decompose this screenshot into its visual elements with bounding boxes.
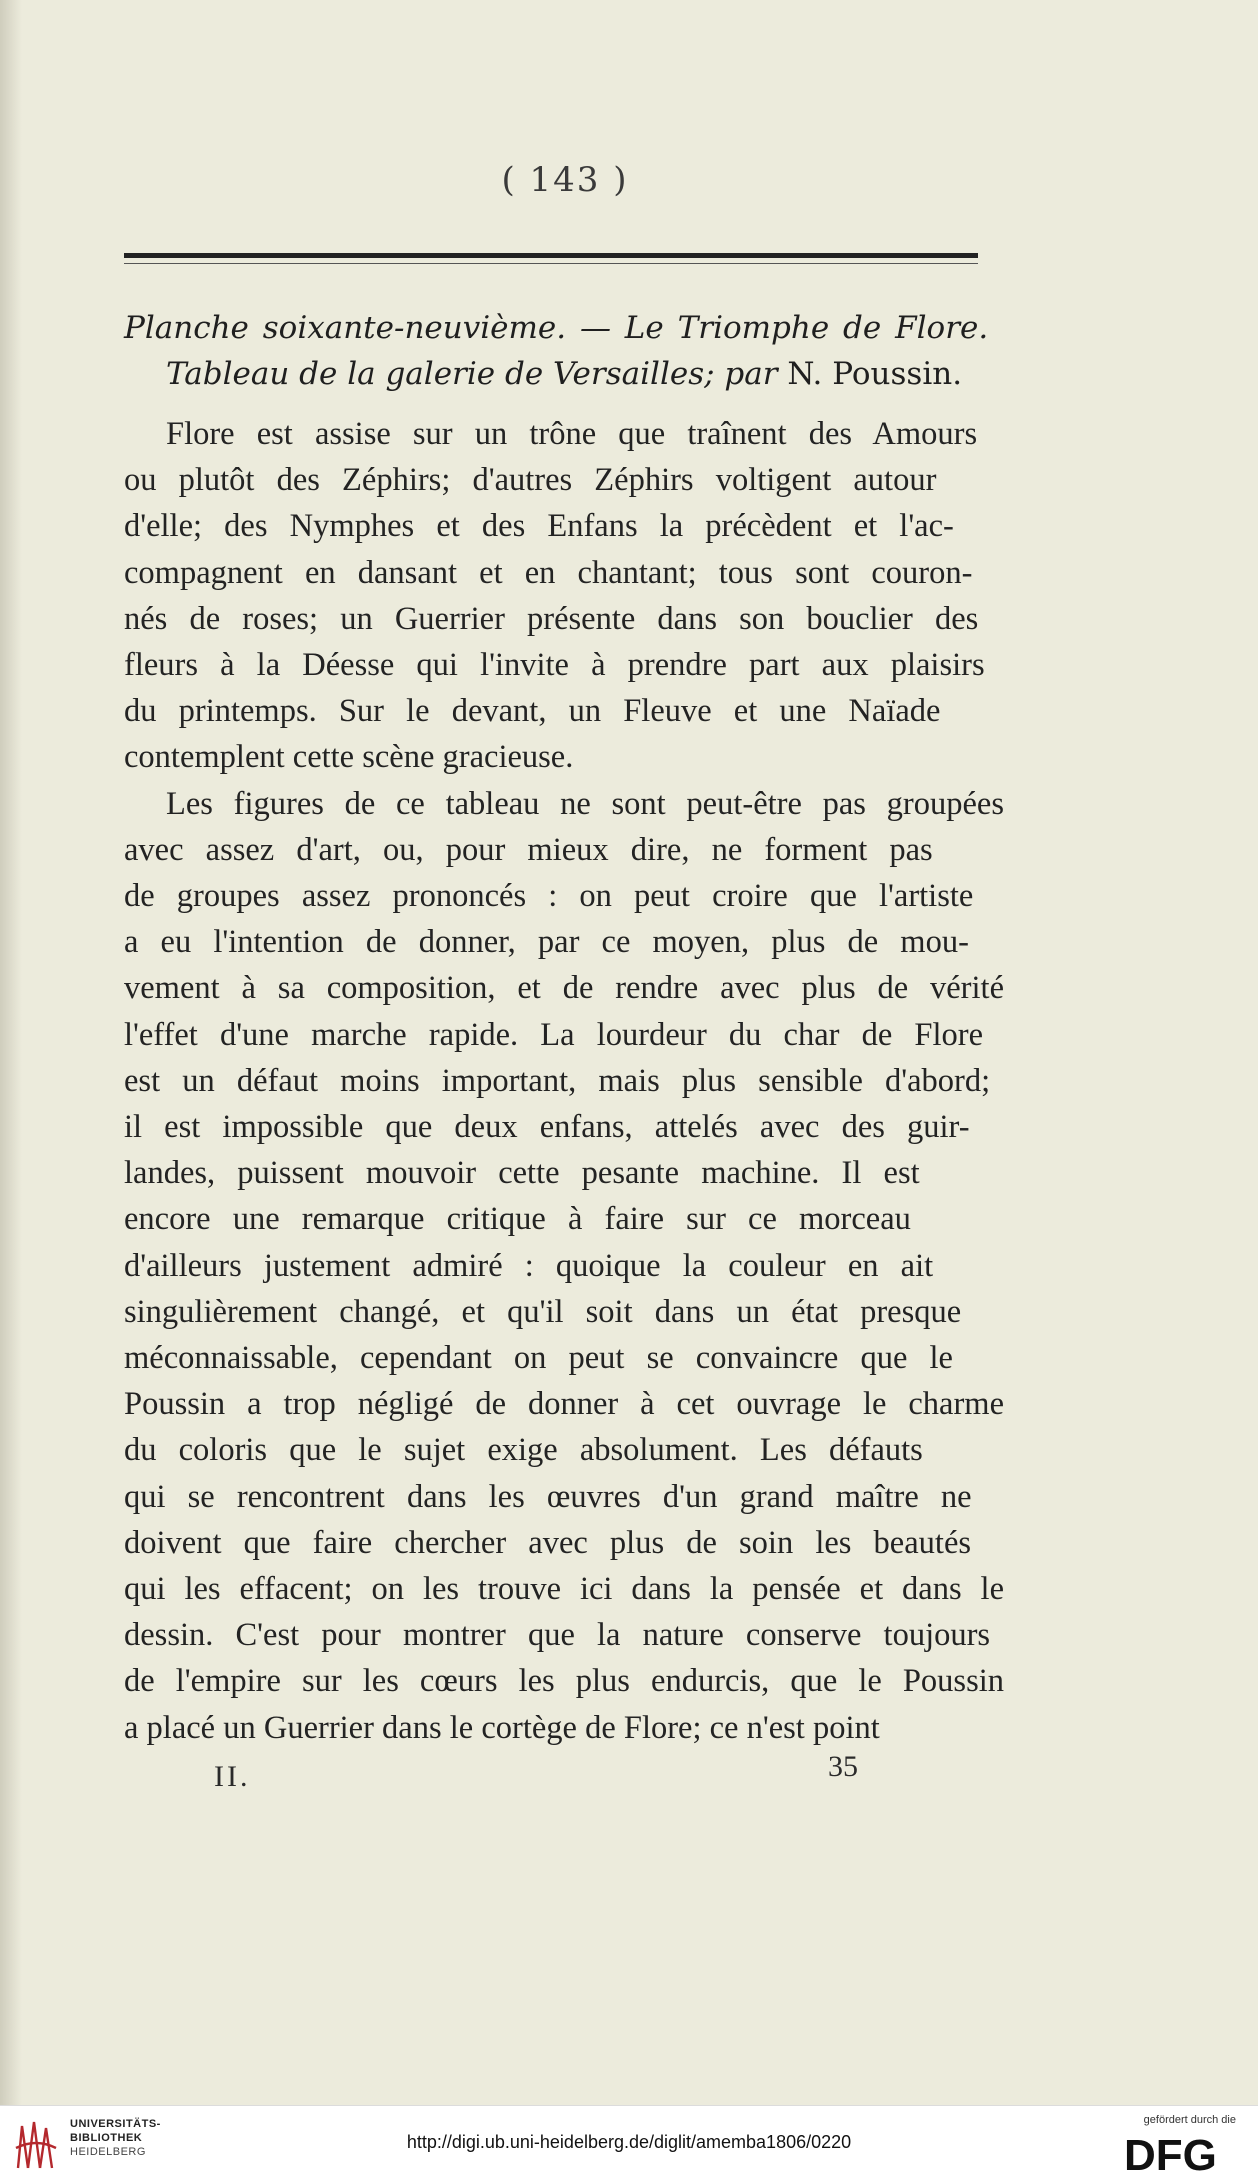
text-line: méconnaissable, cependant on peut se convaincre que le bbox=[124, 1340, 953, 1377]
text-line: nés de roses; un Guerrier présente dans son bouclier des bbox=[124, 600, 979, 637]
text-line: d'ailleurs justement admiré : quoique la couleur en ait bbox=[124, 1247, 934, 1284]
text-line: landes, puissent mouvoir cette pesante machine. Il est bbox=[124, 1155, 920, 1192]
text-line: ou plutôt des Zéphirs; d'autres Zéphirs voltigent autour bbox=[124, 462, 937, 499]
text-line: a placé un Guerrier dans le cortège de Flore; ce n'est point bbox=[124, 1709, 880, 1746]
header-rule-thin bbox=[124, 263, 978, 264]
page-fold-shadow bbox=[0, 0, 22, 2105]
heading-author: N. Poussin. bbox=[777, 356, 963, 392]
text-line: encore une remarque critique à faire sur ce morceau bbox=[124, 1201, 911, 1238]
text-line: du coloris que le sujet exige absolument. Les défauts bbox=[124, 1432, 923, 1469]
text-line: compagnent en dansant et en chantant; tous sont couron- bbox=[124, 554, 973, 591]
text-line: de groupes assez prononcés : on peut croire que l'artiste bbox=[124, 878, 974, 915]
paragraph bbox=[124, 781, 1004, 1751]
heading-subtitle bbox=[124, 351, 1004, 397]
text-line: il est impossible que deux enfans, attelés avec des guir- bbox=[124, 1109, 970, 1146]
text-line: d'elle; des Nymphes et des Enfans la précèdent et l'ac- bbox=[124, 508, 954, 545]
dfg-logo bbox=[1124, 2132, 1242, 2176]
text-line: dessin. C'est pour montrer que la nature conserve toujours bbox=[124, 1617, 991, 1654]
text-line: l'effet d'une marche rapide. La lourdeur du char de Flore bbox=[124, 1016, 984, 1053]
library-name-line2: BIBLIOTHEK bbox=[70, 2132, 143, 2144]
text-line: contemplent cette scène gracieuse. bbox=[124, 739, 574, 776]
permalink-url[interactable]: http://digi.ub.uni-heidelberg.de/diglit/amemba1806/0220 bbox=[406, 2132, 852, 2152]
gathering-number: 35 bbox=[828, 1750, 858, 1783]
text-line: Flore est assise sur un trône que traînent des Amours bbox=[166, 416, 978, 452]
text-line: qui se rencontrent dans les œuvres d'un grand maître ne bbox=[124, 1478, 972, 1515]
text-line: avec assez d'art, ou, pour mieux dire, ne forment pas bbox=[124, 831, 933, 868]
text-line: doivent que faire chercher avec plus de soin les beautés bbox=[124, 1524, 972, 1561]
viewer-footer-bar bbox=[0, 2105, 1258, 2183]
plate-heading bbox=[124, 305, 1004, 397]
text-line: Poussin a trop négligé de donner à cet ouvrage le charme bbox=[124, 1386, 1004, 1423]
dfg-logo-text: DFG bbox=[1124, 2132, 1217, 2176]
library-name-line3: HEIDELBERG bbox=[70, 2146, 146, 2158]
page-number: ( 143 ) bbox=[501, 160, 629, 200]
library-name-line1: UNIVERSITÄTS- bbox=[70, 2118, 161, 2130]
text-line: de l'empire sur les cœurs les plus endurcis, que le Poussin bbox=[124, 1663, 1004, 1700]
paragraph bbox=[124, 411, 1004, 781]
text-line: vement à sa composition, et de rendre avec plus de vérité bbox=[124, 970, 1004, 1007]
text-line: a eu l'intention de donner, par ce moyen, plus de mou- bbox=[124, 924, 969, 961]
heading-subtitle-text: Tableau de la galerie de Versailles; par bbox=[166, 356, 778, 392]
text-line: singulièrement changé, et qu'il soit dans un état presque bbox=[124, 1293, 962, 1330]
text-line: qui les effacent; on les trouve ici dans la pensée et dans le bbox=[124, 1571, 1004, 1608]
funding-label: gefördert durch die bbox=[1143, 2114, 1236, 2126]
text-line: est un défaut moins important, mais plus sensible d'abord; bbox=[124, 1062, 991, 1099]
body-text bbox=[124, 411, 1004, 1751]
text-line: du printemps. Sur le devant, un Fleuve et une Naïade bbox=[124, 693, 941, 730]
signature-mark: II. bbox=[214, 1760, 251, 1793]
header-rule-thick bbox=[124, 253, 978, 258]
text-line: fleurs à la Déesse qui l'invite à prendre part aux plaisirs bbox=[124, 647, 985, 684]
heading-title: Planche soixante-neuvième. — Le Triomphe de Flore. bbox=[124, 310, 989, 346]
text-line: Les figures de ce tableau ne sont peut-être pas groupées bbox=[166, 785, 1004, 822]
